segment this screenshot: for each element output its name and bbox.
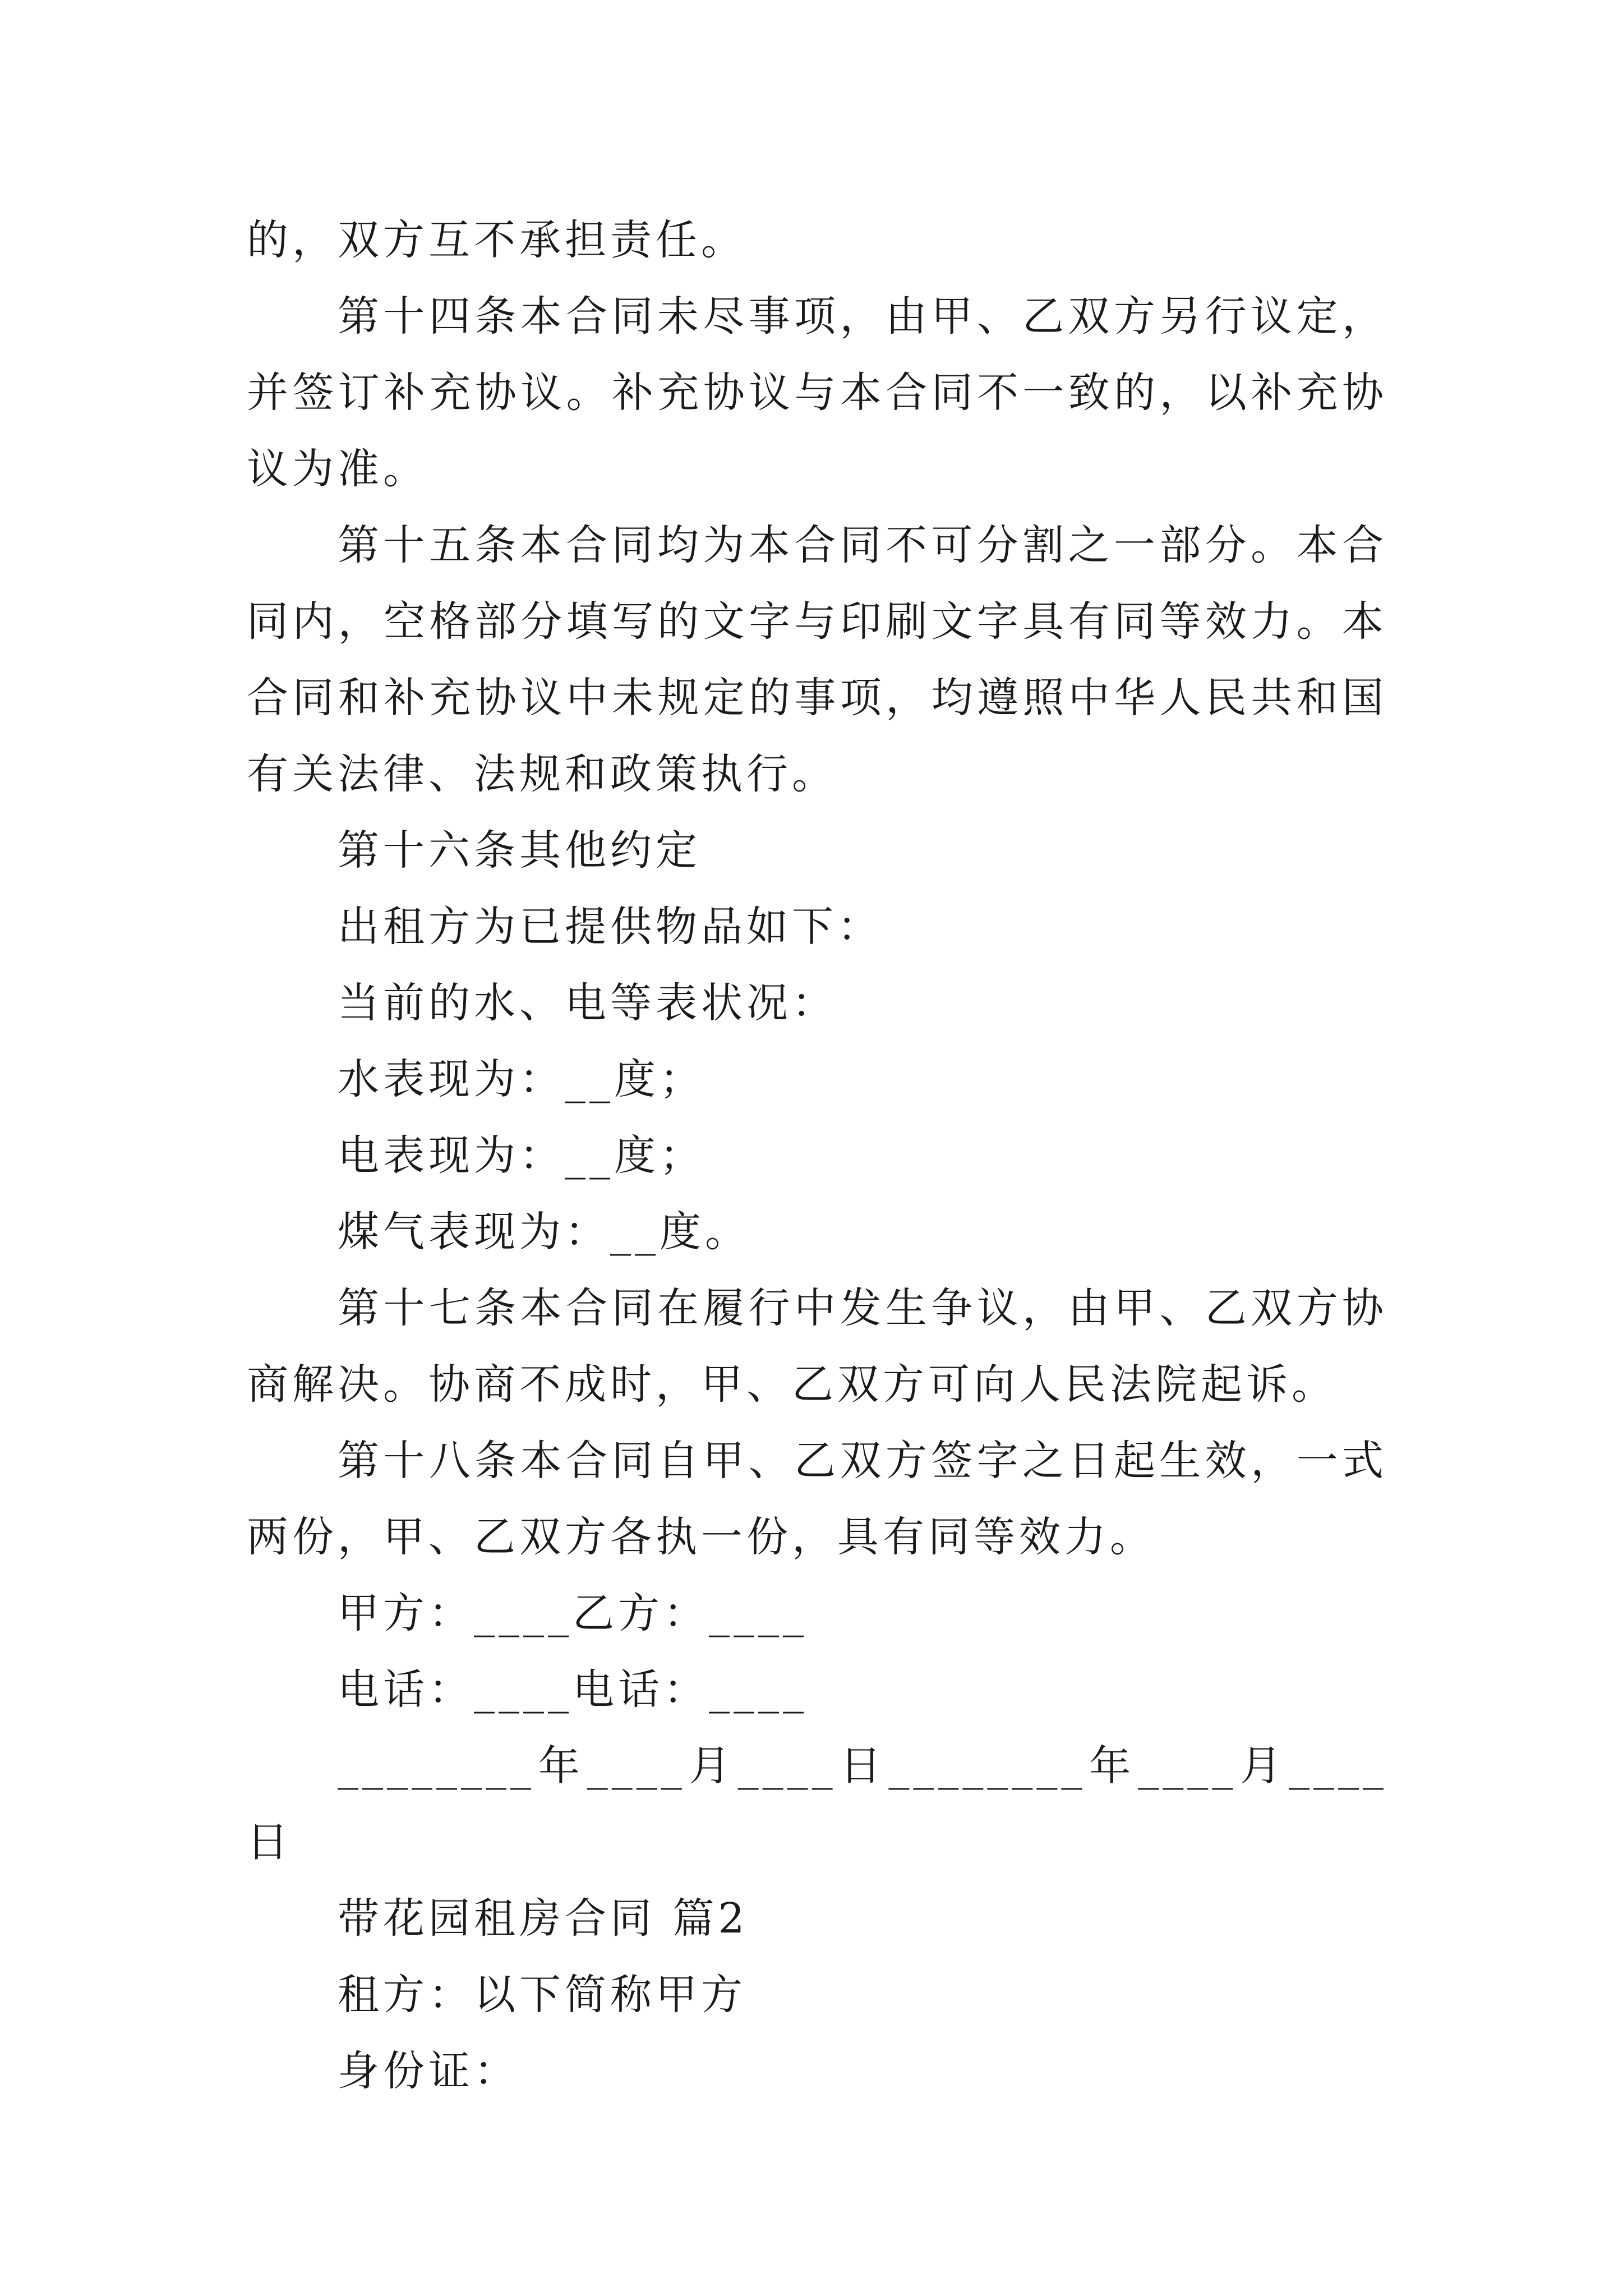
paragraph-provided-items: 出租方为已提供物品如下： — [338, 903, 883, 951]
signature-parties-line: 甲方：____乙方：____ — [338, 1589, 808, 1637]
paragraph-gas-meter: 煤气表现为：__度。 — [338, 1208, 750, 1256]
signature-phone-line: 电话：____电话：____ — [338, 1665, 808, 1714]
paragraph-electric-meter: 电表现为：__度； — [338, 1131, 705, 1180]
paragraph-article-15: 第十五条本合同均为本合同不可分割之一部分。本合同内，空格部分填写的文字与印刷文字具有同等效力。本合同和补充协议中未规定的事项，均遵照中华人民共和国有关法律、法规和政策执行。 — [247, 521, 1387, 798]
paragraph-water-meter: 水表现为：__度； — [338, 1055, 705, 1103]
paragraph-lessor: 租方：以下简称甲方 — [338, 1971, 746, 2019]
document-body — [247, 202, 1387, 2109]
paragraph-meter-status: 当前的水、电等表状况： — [338, 979, 837, 1027]
paragraph-liability-end: 的，双方互不承担责任。 — [247, 216, 746, 264]
paragraph-article-16: 第十六条其他约定 — [338, 826, 701, 875]
paragraph-article-17: 第十七条本合同在履行中发生争议，由甲、乙双方协商解决。协商不成时，甲、乙双方可向人民法院起诉。 — [247, 1284, 1387, 1409]
paragraph-id-card: 身份证： — [338, 2047, 519, 2095]
signature-date-line: ________年____月____日________年____月____日 — [247, 1742, 1387, 1866]
section-heading-part-2: 带花园租房合同 篇2 — [338, 1894, 749, 1943]
paragraph-article-18: 第十八条本合同自甲、乙双方签字之日起生效，一式两份，甲、乙双方各执一份，具有同等效力。 — [247, 1437, 1387, 1561]
paragraph-article-14: 第十四条本合同未尽事项，由甲、乙双方另行议定，并签订补充协议。补充协议与本合同不一致的，以补充协议为准。 — [247, 292, 1387, 493]
